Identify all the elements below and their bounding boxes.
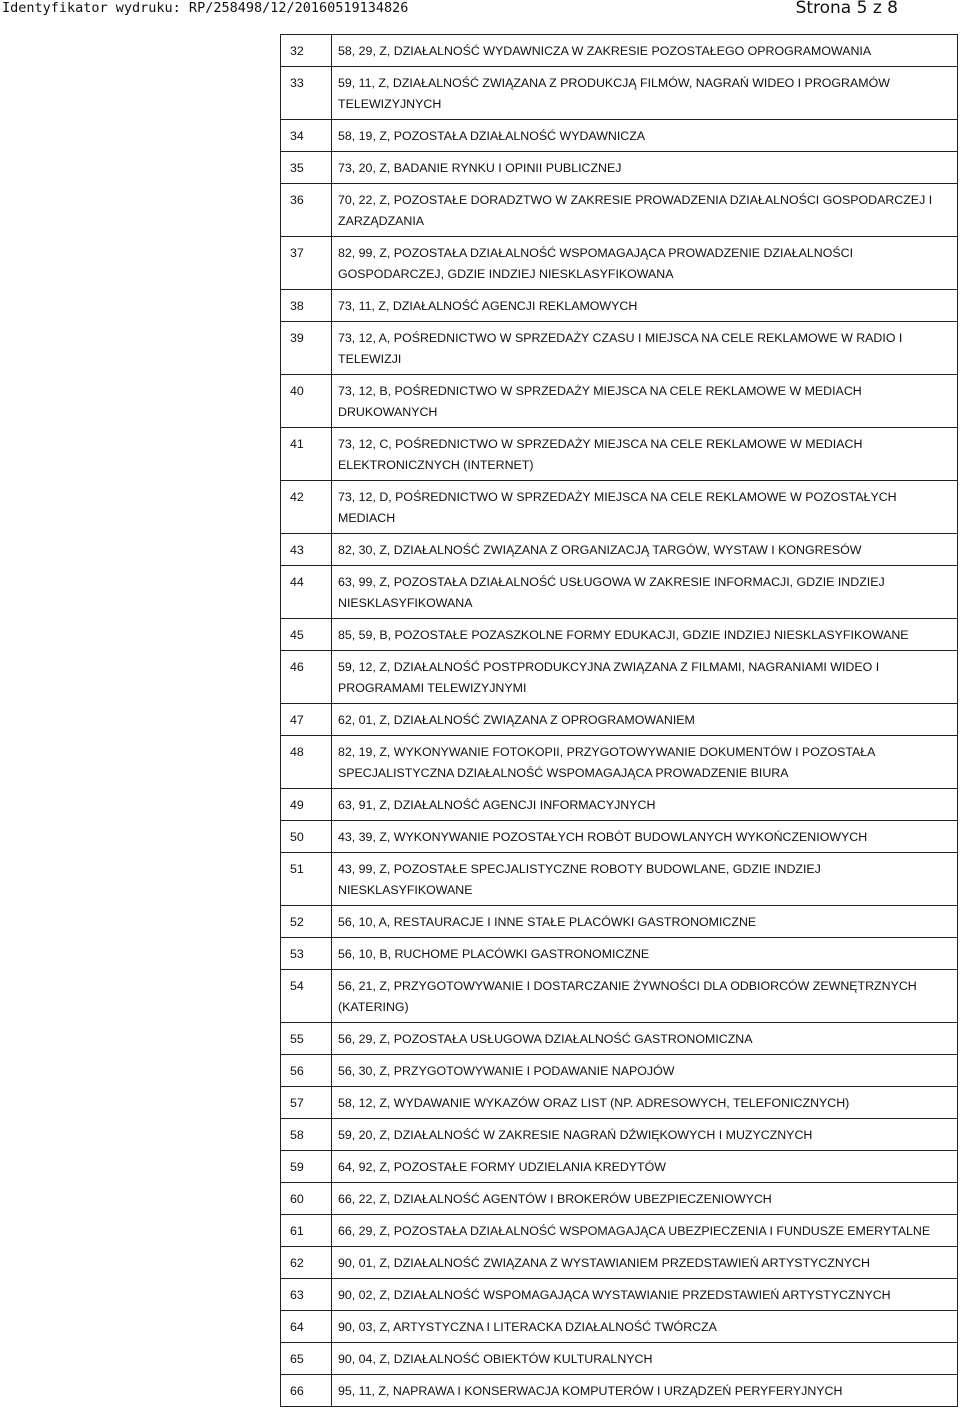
- row-number: 59: [281, 1151, 332, 1183]
- activity-description: 56, 10, A, RESTAURACJE I INNE STAŁE PLACÓWKI GASTRONOMICZNE: [332, 906, 958, 938]
- activity-description: 59, 12, Z, DZIAŁALNOŚĆ POSTPRODUKCYJNA ZWIĄZANA Z FILMAMI, NAGRANIAMI WIDEO I PROGRAMAMI TELEWIZYJNYMI: [332, 651, 958, 704]
- activity-description: 82, 30, Z, DZIAŁALNOŚĆ ZWIĄZANA Z ORGANIZACJĄ TARGÓW, WYSTAW I KONGRESÓW: [332, 534, 958, 566]
- activity-description: 56, 10, B, RUCHOME PLACÓWKI GASTRONOMICZNE: [332, 938, 958, 970]
- activity-description: 85, 59, B, POZOSTAŁE POZASZKOLNE FORMY EDUKACJI, GDZIE INDZIEJ NIESKLASYFIKOWANE: [332, 619, 958, 651]
- row-number: 48: [281, 736, 332, 789]
- row-number: 47: [281, 704, 332, 736]
- row-number: 43: [281, 534, 332, 566]
- table-row: [281, 906, 958, 938]
- activity-description: 73, 12, C, POŚREDNICTWO W SPRZEDAŻY MIEJSCA NA CELE REKLAMOWE W MEDIACH ELEKTRONICZNYCH (INTERNET): [332, 428, 958, 481]
- activity-description: 82, 99, Z, POZOSTAŁA DZIAŁALNOŚĆ WSPOMAGAJĄCA PROWADZENIE DZIAŁALNOŚCI GOSPODARCZEJ, GDZIE INDZIEJ NIESKLASYFIKOWANA: [332, 237, 958, 290]
- table-row: [281, 1279, 958, 1311]
- table-row: [281, 1183, 958, 1215]
- activity-description: 90, 01, Z, DZIAŁALNOŚĆ ZWIĄZANA Z WYSTAWIANIEM PRZEDSTAWIEŃ ARTYSTYCZNYCH: [332, 1247, 958, 1279]
- table-row: [281, 1247, 958, 1279]
- row-number: 62: [281, 1247, 332, 1279]
- table-row: [281, 35, 958, 67]
- row-number: 38: [281, 290, 332, 322]
- row-number: 39: [281, 322, 332, 375]
- table-row: [281, 237, 958, 290]
- table-row: [281, 120, 958, 152]
- activity-description: 58, 19, Z, POZOSTAŁA DZIAŁALNOŚĆ WYDAWNICZA: [332, 120, 958, 152]
- row-number: 57: [281, 1087, 332, 1119]
- activity-description: 73, 12, D, POŚREDNICTWO W SPRZEDAŻY MIEJSCA NA CELE REKLAMOWE W POZOSTAŁYCH MEDIACH: [332, 481, 958, 534]
- table-row: [281, 152, 958, 184]
- row-number: 49: [281, 789, 332, 821]
- table-row: [281, 970, 958, 1023]
- table-body: [281, 35, 958, 1407]
- page-header: [0, 0, 960, 22]
- row-number: 46: [281, 651, 332, 704]
- row-number: 60: [281, 1183, 332, 1215]
- print-identifier: Identyfikator wydruku: RP/258498/12/20160519134826: [2, 0, 409, 16]
- table-row: [281, 67, 958, 120]
- table-row: [281, 1023, 958, 1055]
- row-number: 37: [281, 237, 332, 290]
- table-row: [281, 428, 958, 481]
- row-number: 65: [281, 1343, 332, 1375]
- table-row: [281, 375, 958, 428]
- pkd-activity-table: [280, 34, 958, 1407]
- table-row: [281, 821, 958, 853]
- table-row: [281, 704, 958, 736]
- activity-description: 59, 11, Z, DZIAŁALNOŚĆ ZWIĄZANA Z PRODUKCJĄ FILMÓW, NAGRAŃ WIDEO I PROGRAMÓW TELEWIZYJNYCH: [332, 67, 958, 120]
- activity-description: 82, 19, Z, WYKONYWANIE FOTOKOPII, PRZYGOTOWYWANIE DOKUMENTÓW I POZOSTAŁA SPECJALISTYCZNA DZIAŁALNOŚĆ WSPOMAGAJĄCA PROWADZENIE BIURA: [332, 736, 958, 789]
- activity-description: 56, 29, Z, POZOSTAŁA USŁUGOWA DZIAŁALNOŚĆ GASTRONOMICZNA: [332, 1023, 958, 1055]
- row-number: 64: [281, 1311, 332, 1343]
- activity-description: 62, 01, Z, DZIAŁALNOŚĆ ZWIĄZANA Z OPROGRAMOWANIEM: [332, 704, 958, 736]
- row-number: 44: [281, 566, 332, 619]
- row-number: 53: [281, 938, 332, 970]
- activity-description: 66, 29, Z, POZOSTAŁA DZIAŁALNOŚĆ WSPOMAGAJĄCA UBEZPIECZENIA I FUNDUSZE EMERYTALNE: [332, 1215, 958, 1247]
- table-row: [281, 736, 958, 789]
- row-number: 34: [281, 120, 332, 152]
- activity-description: 90, 02, Z, DZIAŁALNOŚĆ WSPOMAGAJĄCA WYSTAWIANIE PRZEDSTAWIEŃ ARTYSTYCZNYCH: [332, 1279, 958, 1311]
- activity-description: 56, 30, Z, PRZYGOTOWYWANIE I PODAWANIE NAPOJÓW: [332, 1055, 958, 1087]
- table-row: [281, 1343, 958, 1375]
- row-number: 58: [281, 1119, 332, 1151]
- activity-description: 66, 22, Z, DZIAŁALNOŚĆ AGENTÓW I BROKERÓW UBEZPIECZENIOWYCH: [332, 1183, 958, 1215]
- table-row: [281, 1151, 958, 1183]
- activity-description: 63, 99, Z, POZOSTAŁA DZIAŁALNOŚĆ USŁUGOWA W ZAKRESIE INFORMACJI, GDZIE INDZIEJ NIESKLASYFIKOWANA: [332, 566, 958, 619]
- row-number: 35: [281, 152, 332, 184]
- row-number: 51: [281, 853, 332, 906]
- activity-description: 64, 92, Z, POZOSTAŁE FORMY UDZIELANIA KREDYTÓW: [332, 1151, 958, 1183]
- row-number: 40: [281, 375, 332, 428]
- activity-description: 95, 11, Z, NAPRAWA I KONSERWACJA KOMPUTERÓW I URZĄDZEŃ PERYFERYJNYCH: [332, 1375, 958, 1407]
- row-number: 54: [281, 970, 332, 1023]
- row-number: 56: [281, 1055, 332, 1087]
- activity-description: 73, 20, Z, BADANIE RYNKU I OPINII PUBLICZNEJ: [332, 152, 958, 184]
- table-row: [281, 1119, 958, 1151]
- row-number: 61: [281, 1215, 332, 1247]
- table-row: [281, 853, 958, 906]
- table-row: [281, 1087, 958, 1119]
- activity-description: 90, 03, Z, ARTYSTYCZNA I LITERACKA DZIAŁALNOŚĆ TWÓRCZA: [332, 1311, 958, 1343]
- table-row: [281, 566, 958, 619]
- activity-description: 58, 12, Z, WYDAWANIE WYKAZÓW ORAZ LIST (NP. ADRESOWYCH, TELEFONICZNYCH): [332, 1087, 958, 1119]
- table-row: [281, 651, 958, 704]
- table-row: [281, 534, 958, 566]
- activity-description: 70, 22, Z, POZOSTAŁE DORADZTWO W ZAKRESIE PROWADZENIA DZIAŁALNOŚCI GOSPODARCZEJ I ZARZĄDZANIA: [332, 184, 958, 237]
- row-number: 36: [281, 184, 332, 237]
- activity-description: 90, 04, Z, DZIAŁALNOŚĆ OBIEKTÓW KULTURALNYCH: [332, 1343, 958, 1375]
- row-number: 52: [281, 906, 332, 938]
- activity-description: 58, 29, Z, DZIAŁALNOŚĆ WYDAWNICZA W ZAKRESIE POZOSTAŁEGO OPROGRAMOWANIA: [332, 35, 958, 67]
- page-number: Strona 5 z 8: [795, 0, 898, 18]
- activity-description: 59, 20, Z, DZIAŁALNOŚĆ W ZAKRESIE NAGRAŃ DŹWIĘKOWYCH I MUZYCZNYCH: [332, 1119, 958, 1151]
- row-number: 66: [281, 1375, 332, 1407]
- row-number: 32: [281, 35, 332, 67]
- activity-description: 43, 39, Z, WYKONYWANIE POZOSTAŁYCH ROBÓT BUDOWLANYCH WYKOŃCZENIOWYCH: [332, 821, 958, 853]
- row-number: 55: [281, 1023, 332, 1055]
- activity-description: 73, 12, B, POŚREDNICTWO W SPRZEDAŻY MIEJSCA NA CELE REKLAMOWE W MEDIACH DRUKOWANYCH: [332, 375, 958, 428]
- table-row: [281, 1375, 958, 1407]
- table-row: [281, 938, 958, 970]
- activity-description: 73, 11, Z, DZIAŁALNOŚĆ AGENCJI REKLAMOWYCH: [332, 290, 958, 322]
- row-number: 42: [281, 481, 332, 534]
- activity-description: 73, 12, A, POŚREDNICTWO W SPRZEDAŻY CZASU I MIEJSCA NA CELE REKLAMOWE W RADIO I TELEWIZJI: [332, 322, 958, 375]
- table-row: [281, 481, 958, 534]
- table-row: [281, 789, 958, 821]
- table-row: [281, 322, 958, 375]
- table-row: [281, 619, 958, 651]
- row-number: 50: [281, 821, 332, 853]
- activity-description: 56, 21, Z, PRZYGOTOWYWANIE I DOSTARCZANIE ŻYWNOŚCI DLA ODBIORCÓW ZEWNĘTRZNYCH (KATERING): [332, 970, 958, 1023]
- row-number: 45: [281, 619, 332, 651]
- table-row: [281, 1311, 958, 1343]
- row-number: 33: [281, 67, 332, 120]
- table-row: [281, 290, 958, 322]
- activity-description: 63, 91, Z, DZIAŁALNOŚĆ AGENCJI INFORMACYJNYCH: [332, 789, 958, 821]
- table-row: [281, 184, 958, 237]
- row-number: 63: [281, 1279, 332, 1311]
- table-row: [281, 1055, 958, 1087]
- activity-description: 43, 99, Z, POZOSTAŁE SPECJALISTYCZNE ROBOTY BUDOWLANE, GDZIE INDZIEJ NIESKLASYFIKOWANE: [332, 853, 958, 906]
- row-number: 41: [281, 428, 332, 481]
- table-row: [281, 1215, 958, 1247]
